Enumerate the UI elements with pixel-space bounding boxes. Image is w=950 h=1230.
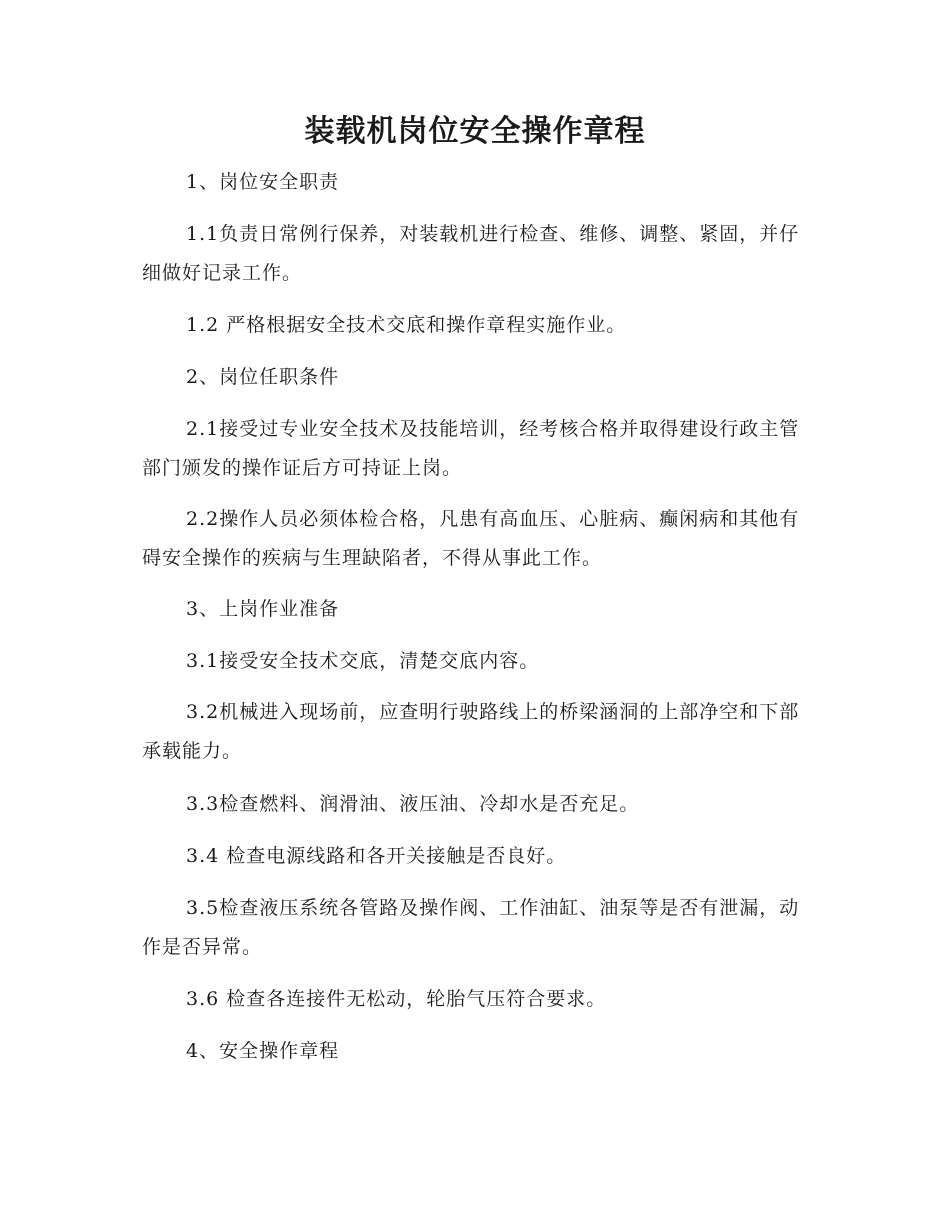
paragraph-2-2: 2.2操作人员必须体检合格，凡患有高血压、心脏病、癫闲病和其他有碍安全操作的疾病与生理缺陷者，不得从事此工作。 xyxy=(142,508,800,569)
section-heading-3: 3、上岗作业准备 xyxy=(186,598,340,620)
paragraph-3-4: 3.4 检查电源线路和各开关接触是否良好。 xyxy=(186,845,567,867)
paragraph-1-1: 1.1负责日常例行保养，对装载机进行检查、维修、调整、紧固，并仔细做好记录工作。 xyxy=(142,223,800,284)
paragraph-3-6: 3.6 检查各连接件无松动，轮胎气压符合要求。 xyxy=(186,988,607,1010)
document-title: 装载机岗位安全操作章程 xyxy=(304,114,646,149)
section-heading-1: 1、岗位安全职责 xyxy=(186,171,340,193)
section-heading-4: 4、安全操作章程 xyxy=(186,1040,340,1062)
paragraph-3-2: 3.2机械进入现场前，应查明行驶路线上的桥梁涵洞的上部净空和下部承载能力。 xyxy=(142,701,800,762)
section-heading-2: 2、岗位任职条件 xyxy=(186,366,340,388)
paragraph-2-1: 2.1接受过专业安全技术及技能培训，经考核合格并取得建设行政主管部门颁发的操作证后方可持证上岗。 xyxy=(142,418,800,479)
paragraph-3-1: 3.1接受安全技术交底，清楚交底内容。 xyxy=(186,650,540,672)
paragraph-3-3: 3.3检查燃料、润滑油、液压油、冷却水是否充足。 xyxy=(186,793,640,815)
paragraph-3-5: 3.5检查液压系统各管路及操作阀、工作油缸、油泵等是否有泄漏，动作是否异常。 xyxy=(142,897,800,958)
paragraph-1-2: 1.2 严格根据安全技术交底和操作章程实施作业。 xyxy=(186,314,627,336)
